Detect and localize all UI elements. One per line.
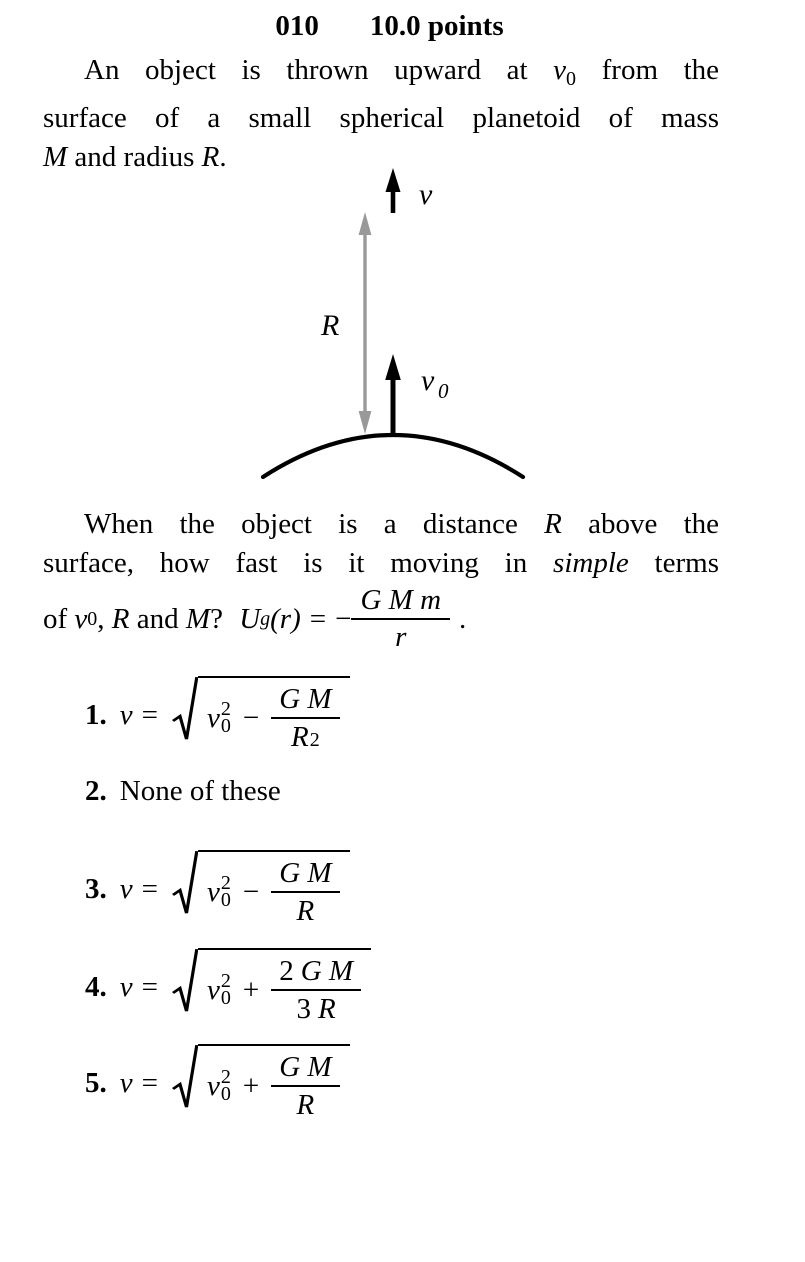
text-run: ? — [210, 602, 231, 635]
numerator-vars: G M — [279, 682, 332, 715]
question-header — [0, 10, 779, 42]
v0-arrow-head — [385, 354, 401, 380]
square-root — [172, 948, 371, 1027]
text-run: and — [129, 602, 186, 635]
square-root — [172, 850, 350, 929]
fraction — [271, 858, 339, 927]
math-var-v: v — [553, 54, 567, 86]
text-run: An object is thrown upward at — [84, 54, 554, 86]
radical-sign-icon — [172, 850, 198, 929]
R-label: R — [321, 309, 340, 342]
radicand — [198, 1044, 350, 1123]
numerator-coefficient: 2 — [279, 954, 294, 987]
gmm-over-r-fraction — [351, 585, 450, 654]
fraction-numerator — [271, 684, 339, 719]
text-run: from the — [576, 54, 719, 86]
v-arrow-head — [386, 168, 401, 192]
denominator-vars: R — [296, 1089, 315, 1121]
math-var-R: R — [201, 141, 220, 173]
math-var-v: v — [119, 970, 133, 1003]
equals-sign: = — [309, 602, 327, 635]
denominator-coefficient: 3 — [296, 993, 312, 1025]
math-var-v: v — [119, 1066, 133, 1099]
radical-sign-icon — [172, 1044, 198, 1123]
answer-option-2 — [85, 772, 281, 811]
exponent-2: 2 — [220, 698, 231, 720]
equals-sign: = — [141, 1066, 158, 1099]
option-number: 5. — [85, 1066, 107, 1099]
fraction — [271, 684, 339, 753]
numerator-vars: G M — [300, 954, 354, 987]
denominator-vars: R — [291, 721, 309, 753]
square-root — [172, 676, 350, 755]
equals-sign: = — [141, 872, 158, 905]
v0-squared — [206, 872, 231, 911]
text-run: When the object is a distance — [84, 508, 545, 540]
operator: − — [242, 701, 260, 734]
answer-option-3 — [85, 843, 350, 935]
emphasized-word: simple — [553, 547, 629, 579]
planetoid-surface-arc — [263, 435, 523, 477]
planetoid-figure — [0, 165, 805, 485]
minus-sign: − — [335, 602, 352, 635]
text-run: , — [97, 602, 112, 635]
fraction-denominator — [291, 719, 320, 752]
question-points: 10.0 points — [369, 10, 504, 42]
text-run: surface, how fast is it moving in — [43, 547, 554, 579]
v0-squared — [206, 698, 231, 737]
question-text — [43, 505, 719, 583]
numerator-vars: G M — [279, 1050, 332, 1083]
math-sub-0: 0 — [87, 607, 98, 630]
v0-squared — [206, 970, 231, 1009]
math-var-v: v — [206, 1069, 220, 1102]
exponent-2: 2 — [220, 970, 231, 992]
denominator-vars: R — [318, 993, 336, 1025]
denominator-vars: R — [296, 895, 315, 927]
problem-statement — [43, 51, 719, 177]
math-sub-g: g — [260, 607, 271, 630]
fraction-numerator — [271, 956, 361, 991]
answer-option-1 — [85, 668, 350, 762]
sentence-period: . — [459, 602, 467, 635]
math-var-v: v — [119, 872, 133, 905]
math-var-v: v — [206, 701, 220, 734]
fraction-numerator — [271, 858, 339, 893]
option-number: 1. — [85, 698, 107, 731]
radicand — [198, 676, 350, 755]
answer-option-5 — [85, 1038, 350, 1128]
paragraph-line — [43, 99, 719, 138]
paragraph-line — [43, 505, 719, 544]
denominator-exponent: 2 — [309, 729, 320, 751]
math-sub-0: 0 — [566, 68, 577, 90]
fraction-denominator — [297, 991, 336, 1024]
math-var-v: v — [206, 875, 220, 908]
option-text: None of these — [119, 775, 281, 807]
equals-sign: = — [141, 698, 158, 731]
subscript-0: 0 — [220, 1083, 231, 1105]
radical-sign-icon — [172, 948, 198, 1027]
v0-label-sub: 0 — [438, 379, 449, 403]
subscript-0: 0 — [220, 889, 231, 911]
subscript-0: 0 — [220, 715, 231, 737]
text-run: of — [43, 602, 75, 635]
fraction-denominator — [297, 893, 315, 926]
question-number: 010 — [275, 10, 319, 42]
math-var-v: v — [206, 973, 220, 1006]
operator: + — [242, 973, 260, 1006]
math-var-U: U — [239, 602, 261, 635]
math-var-v: v — [74, 602, 88, 635]
math-var-R: R — [544, 508, 562, 540]
option-number: 3. — [85, 872, 107, 905]
operator: + — [242, 1069, 260, 1102]
potential-energy-equation — [43, 583, 719, 655]
fraction — [271, 1052, 339, 1121]
square-root — [172, 1044, 350, 1123]
paragraph-line — [43, 51, 719, 99]
equals-sign: = — [141, 970, 158, 1003]
R-arrow-head-top — [359, 212, 372, 235]
answer-option-4 — [85, 941, 371, 1033]
exponent-2: 2 — [220, 1066, 231, 1088]
operator: − — [242, 875, 260, 908]
exponent-2: 2 — [220, 872, 231, 894]
fraction-denominator: r — [395, 621, 407, 653]
math-var-R: R — [111, 602, 130, 635]
math-args-r: (r) — [270, 602, 301, 635]
text-run: . — [219, 141, 227, 173]
radical-sign-icon — [172, 676, 198, 755]
fraction-numerator — [271, 1052, 339, 1087]
numerator-vars: G M — [279, 856, 332, 889]
math-var-v: v — [119, 698, 133, 731]
text-run: and radius — [67, 141, 202, 173]
paragraph-line — [43, 544, 719, 583]
radicand — [198, 850, 350, 929]
subscript-0: 0 — [220, 987, 231, 1009]
math-var-M: M — [43, 141, 68, 173]
v0-label: v — [421, 364, 435, 397]
v0-squared — [206, 1066, 231, 1105]
fraction-numerator: G M m — [351, 585, 450, 620]
option-number: 2. — [85, 775, 107, 807]
R-arrow-head-bottom — [359, 411, 372, 434]
text-run: terms — [628, 547, 719, 579]
text-run: above the — [561, 508, 720, 540]
option-number: 4. — [85, 970, 107, 1003]
math-var-M: M — [185, 602, 211, 635]
radicand — [198, 948, 371, 1027]
fraction — [271, 956, 361, 1025]
text-run: surface of a small spherical planetoid of mass — [43, 102, 719, 134]
fraction-denominator — [297, 1087, 315, 1120]
v-label: v — [419, 178, 433, 211]
